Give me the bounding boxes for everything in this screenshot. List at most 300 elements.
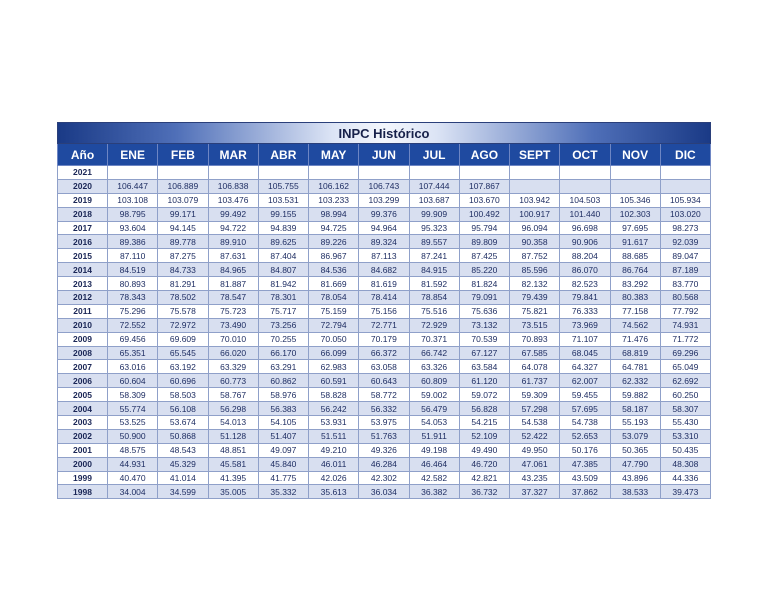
value-cell: 51.128 — [208, 429, 258, 443]
value-cell: 45.840 — [258, 457, 308, 471]
value-cell: 89.324 — [359, 235, 409, 249]
value-cell: 89.625 — [258, 235, 308, 249]
value-cell: 69.296 — [660, 346, 710, 360]
value-cell: 78.054 — [309, 291, 359, 305]
value-cell — [560, 166, 610, 180]
table-row — [58, 291, 711, 305]
value-cell: 75.296 — [108, 304, 158, 318]
value-cell: 75.578 — [158, 304, 208, 318]
table-row — [58, 416, 711, 430]
value-cell: 49.210 — [309, 443, 359, 457]
value-cell: 103.079 — [158, 193, 208, 207]
column-header-feb: FEB — [158, 144, 208, 166]
value-cell: 107.867 — [459, 179, 509, 193]
year-cell: 2013 — [58, 277, 108, 291]
column-header-oct: OCT — [560, 144, 610, 166]
value-cell: 69.456 — [108, 332, 158, 346]
value-cell: 94.145 — [158, 221, 208, 235]
value-cell: 58.503 — [158, 388, 208, 402]
value-cell: 78.301 — [258, 291, 308, 305]
table-row — [58, 179, 711, 193]
value-cell: 61.737 — [510, 374, 560, 388]
value-cell: 60.773 — [208, 374, 258, 388]
value-cell: 80.893 — [108, 277, 158, 291]
value-cell: 68.045 — [560, 346, 610, 360]
value-cell: 88.204 — [560, 249, 610, 263]
value-cell: 99.171 — [158, 207, 208, 221]
table-row — [58, 318, 711, 332]
value-cell: 77.158 — [610, 304, 660, 318]
value-cell: 89.557 — [409, 235, 459, 249]
value-cell: 71.107 — [560, 332, 610, 346]
column-header-dic: DIC — [660, 144, 710, 166]
value-cell: 83.292 — [610, 277, 660, 291]
value-cell: 105.934 — [660, 193, 710, 207]
value-cell: 81.619 — [359, 277, 409, 291]
value-cell: 70.893 — [510, 332, 560, 346]
value-cell: 63.016 — [108, 360, 158, 374]
value-cell: 55.193 — [610, 416, 660, 430]
table-row — [58, 485, 711, 499]
value-cell: 103.670 — [459, 193, 509, 207]
table-row — [58, 263, 711, 277]
value-cell: 43.509 — [560, 471, 610, 485]
value-cell: 75.723 — [208, 304, 258, 318]
value-cell: 106.447 — [108, 179, 158, 193]
value-cell — [309, 166, 359, 180]
inpc-table — [57, 122, 711, 499]
table-row — [58, 402, 711, 416]
value-cell: 65.351 — [108, 346, 158, 360]
value-cell: 54.053 — [409, 416, 459, 430]
value-cell: 106.743 — [359, 179, 409, 193]
value-cell: 75.636 — [459, 304, 509, 318]
value-cell: 47.790 — [610, 457, 660, 471]
value-cell: 78.854 — [409, 291, 459, 305]
value-cell: 60.809 — [409, 374, 459, 388]
value-cell: 103.476 — [208, 193, 258, 207]
value-cell: 99.376 — [359, 207, 409, 221]
value-cell: 52.653 — [560, 429, 610, 443]
year-cell: 2001 — [58, 443, 108, 457]
value-cell: 55.430 — [660, 416, 710, 430]
value-cell: 52.422 — [510, 429, 560, 443]
value-cell: 60.250 — [660, 388, 710, 402]
value-cell: 105.346 — [610, 193, 660, 207]
year-cell: 1999 — [58, 471, 108, 485]
value-cell: 87.404 — [258, 249, 308, 263]
value-cell: 60.591 — [309, 374, 359, 388]
value-cell: 37.327 — [510, 485, 560, 499]
value-cell: 92.039 — [660, 235, 710, 249]
value-cell: 84.733 — [158, 263, 208, 277]
value-cell: 54.013 — [208, 416, 258, 430]
value-cell: 73.132 — [459, 318, 509, 332]
value-cell: 81.592 — [409, 277, 459, 291]
year-cell: 2019 — [58, 193, 108, 207]
value-cell: 50.435 — [660, 443, 710, 457]
year-cell: 2010 — [58, 318, 108, 332]
value-cell: 85.596 — [510, 263, 560, 277]
value-cell: 56.332 — [359, 402, 409, 416]
value-cell — [158, 166, 208, 180]
value-cell: 78.547 — [208, 291, 258, 305]
table-row — [58, 346, 711, 360]
value-cell: 79.439 — [510, 291, 560, 305]
value-cell: 89.809 — [459, 235, 509, 249]
year-cell: 2020 — [58, 179, 108, 193]
value-cell: 45.329 — [158, 457, 208, 471]
value-cell: 58.976 — [258, 388, 308, 402]
value-cell: 62.983 — [309, 360, 359, 374]
value-cell: 106.889 — [158, 179, 208, 193]
value-cell: 56.383 — [258, 402, 308, 416]
value-cell: 103.020 — [660, 207, 710, 221]
table-row — [58, 166, 711, 180]
column-header-year: Año — [58, 144, 108, 166]
value-cell: 64.781 — [610, 360, 660, 374]
value-cell: 76.333 — [560, 304, 610, 318]
value-cell: 60.604 — [108, 374, 158, 388]
value-cell: 66.372 — [359, 346, 409, 360]
year-cell: 2018 — [58, 207, 108, 221]
value-cell: 46.720 — [459, 457, 509, 471]
value-cell: 103.233 — [309, 193, 359, 207]
value-cell: 88.685 — [610, 249, 660, 263]
value-cell: 54.738 — [560, 416, 610, 430]
value-cell: 80.383 — [610, 291, 660, 305]
value-cell: 70.050 — [309, 332, 359, 346]
value-cell: 101.440 — [560, 207, 610, 221]
value-cell: 81.669 — [309, 277, 359, 291]
table-body — [58, 166, 711, 499]
value-cell: 53.674 — [158, 416, 208, 430]
value-cell: 50.900 — [108, 429, 158, 443]
value-cell: 97.695 — [610, 221, 660, 235]
value-cell: 103.687 — [409, 193, 459, 207]
value-cell: 60.696 — [158, 374, 208, 388]
value-cell: 90.358 — [510, 235, 560, 249]
value-cell: 78.414 — [359, 291, 409, 305]
value-cell — [108, 166, 158, 180]
value-cell: 84.807 — [258, 263, 308, 277]
value-cell: 59.455 — [560, 388, 610, 402]
value-cell: 46.464 — [409, 457, 459, 471]
value-cell: 103.108 — [108, 193, 158, 207]
value-cell: 56.108 — [158, 402, 208, 416]
value-cell: 94.722 — [208, 221, 258, 235]
value-cell: 91.617 — [610, 235, 660, 249]
value-cell: 99.155 — [258, 207, 308, 221]
value-cell: 96.094 — [510, 221, 560, 235]
value-cell: 70.179 — [359, 332, 409, 346]
value-cell: 53.079 — [610, 429, 660, 443]
column-header-ago: AGO — [459, 144, 509, 166]
value-cell: 43.235 — [510, 471, 560, 485]
value-cell: 59.072 — [459, 388, 509, 402]
value-cell: 35.005 — [208, 485, 258, 499]
column-header-nov: NOV — [610, 144, 660, 166]
table-row — [58, 193, 711, 207]
year-cell: 2014 — [58, 263, 108, 277]
year-cell: 2005 — [58, 388, 108, 402]
value-cell: 63.192 — [158, 360, 208, 374]
table-row — [58, 207, 711, 221]
value-cell: 56.242 — [309, 402, 359, 416]
value-cell: 67.127 — [459, 346, 509, 360]
value-cell: 89.047 — [660, 249, 710, 263]
value-cell: 93.604 — [108, 221, 158, 235]
table-row — [58, 360, 711, 374]
value-cell: 89.910 — [208, 235, 258, 249]
value-cell: 102.303 — [610, 207, 660, 221]
value-cell: 49.950 — [510, 443, 560, 457]
value-cell: 36.034 — [359, 485, 409, 499]
value-cell: 87.189 — [660, 263, 710, 277]
table-row — [58, 249, 711, 263]
value-cell: 89.386 — [108, 235, 158, 249]
value-cell: 65.049 — [660, 360, 710, 374]
value-cell: 78.502 — [158, 291, 208, 305]
value-cell: 87.110 — [108, 249, 158, 263]
value-cell: 38.533 — [610, 485, 660, 499]
value-cell: 54.105 — [258, 416, 308, 430]
value-cell: 62.332 — [610, 374, 660, 388]
year-cell: 2008 — [58, 346, 108, 360]
year-cell: 2016 — [58, 235, 108, 249]
value-cell: 48.851 — [208, 443, 258, 457]
value-cell: 80.568 — [660, 291, 710, 305]
value-cell: 107.444 — [409, 179, 459, 193]
table-row — [58, 429, 711, 443]
value-cell: 66.742 — [409, 346, 459, 360]
year-cell: 2002 — [58, 429, 108, 443]
value-cell: 74.562 — [610, 318, 660, 332]
value-cell: 106.162 — [309, 179, 359, 193]
value-cell: 60.862 — [258, 374, 308, 388]
value-cell: 96.698 — [560, 221, 610, 235]
value-cell: 73.969 — [560, 318, 610, 332]
value-cell: 98.273 — [660, 221, 710, 235]
value-cell — [560, 179, 610, 193]
value-cell: 49.198 — [409, 443, 459, 457]
value-cell: 73.515 — [510, 318, 560, 332]
value-cell: 51.407 — [258, 429, 308, 443]
value-cell: 75.159 — [309, 304, 359, 318]
value-cell: 66.099 — [309, 346, 359, 360]
value-cell: 75.821 — [510, 304, 560, 318]
year-cell: 2000 — [58, 457, 108, 471]
value-cell: 84.519 — [108, 263, 158, 277]
value-cell: 81.824 — [459, 277, 509, 291]
year-cell: 2012 — [58, 291, 108, 305]
year-cell: 2017 — [58, 221, 108, 235]
value-cell: 37.862 — [560, 485, 610, 499]
value-cell: 54.215 — [459, 416, 509, 430]
value-cell: 58.772 — [359, 388, 409, 402]
value-cell: 54.538 — [510, 416, 560, 430]
value-cell: 50.365 — [610, 443, 660, 457]
value-cell: 100.917 — [510, 207, 560, 221]
value-cell: 98.795 — [108, 207, 158, 221]
table-row — [58, 457, 711, 471]
value-cell: 94.964 — [359, 221, 409, 235]
value-cell: 49.490 — [459, 443, 509, 457]
value-cell: 35.332 — [258, 485, 308, 499]
value-cell: 58.309 — [108, 388, 158, 402]
value-cell: 70.010 — [208, 332, 258, 346]
value-cell: 52.109 — [459, 429, 509, 443]
year-cell: 2015 — [58, 249, 108, 263]
value-cell: 85.220 — [459, 263, 509, 277]
inpc-table-container — [57, 122, 710, 499]
value-cell: 56.298 — [208, 402, 258, 416]
value-cell: 42.582 — [409, 471, 459, 485]
year-cell: 2004 — [58, 402, 108, 416]
value-cell: 70.371 — [409, 332, 459, 346]
value-cell: 83.770 — [660, 277, 710, 291]
value-cell — [510, 166, 560, 180]
column-header-row — [58, 144, 711, 166]
value-cell — [258, 166, 308, 180]
table-row — [58, 221, 711, 235]
value-cell: 51.511 — [309, 429, 359, 443]
value-cell: 58.767 — [208, 388, 258, 402]
table-row — [58, 277, 711, 291]
value-cell: 73.256 — [258, 318, 308, 332]
value-cell: 47.385 — [560, 457, 610, 471]
value-cell: 41.395 — [208, 471, 258, 485]
value-cell: 71.772 — [660, 332, 710, 346]
value-cell: 43.896 — [610, 471, 660, 485]
value-cell: 105.755 — [258, 179, 308, 193]
table-row — [58, 374, 711, 388]
value-cell: 57.695 — [560, 402, 610, 416]
value-cell: 50.868 — [158, 429, 208, 443]
value-cell: 81.942 — [258, 277, 308, 291]
value-cell — [610, 166, 660, 180]
value-cell: 86.764 — [610, 263, 660, 277]
value-cell: 42.302 — [359, 471, 409, 485]
value-cell: 44.931 — [108, 457, 158, 471]
value-cell: 72.972 — [158, 318, 208, 332]
table-row — [58, 388, 711, 402]
value-cell: 79.091 — [459, 291, 509, 305]
column-header-mar: MAR — [208, 144, 258, 166]
value-cell: 62.007 — [560, 374, 610, 388]
column-header-sept: SEPT — [510, 144, 560, 166]
value-cell: 82.523 — [560, 277, 610, 291]
value-cell — [660, 166, 710, 180]
value-cell: 59.309 — [510, 388, 560, 402]
column-header-ene: ENE — [108, 144, 158, 166]
value-cell: 44.336 — [660, 471, 710, 485]
value-cell: 87.113 — [359, 249, 409, 263]
value-cell: 72.771 — [359, 318, 409, 332]
value-cell: 63.329 — [208, 360, 258, 374]
value-cell: 94.725 — [309, 221, 359, 235]
year-cell: 2003 — [58, 416, 108, 430]
value-cell: 45.581 — [208, 457, 258, 471]
value-cell — [409, 166, 459, 180]
value-cell: 86.967 — [309, 249, 359, 263]
table-title: INPC Histórico — [58, 123, 711, 144]
value-cell: 49.097 — [258, 443, 308, 457]
value-cell: 106.838 — [208, 179, 258, 193]
value-cell: 56.828 — [459, 402, 509, 416]
year-cell: 2021 — [58, 166, 108, 180]
value-cell: 36.382 — [409, 485, 459, 499]
value-cell: 64.078 — [510, 360, 560, 374]
value-cell: 58.187 — [610, 402, 660, 416]
value-cell: 63.058 — [359, 360, 409, 374]
value-cell: 79.841 — [560, 291, 610, 305]
value-cell: 74.931 — [660, 318, 710, 332]
value-cell: 48.308 — [660, 457, 710, 471]
value-cell: 53.975 — [359, 416, 409, 430]
value-cell: 53.525 — [108, 416, 158, 430]
column-header-abr: ABR — [258, 144, 308, 166]
table-row — [58, 235, 711, 249]
value-cell: 77.792 — [660, 304, 710, 318]
value-cell: 59.002 — [409, 388, 459, 402]
value-cell: 99.492 — [208, 207, 258, 221]
value-cell: 75.156 — [359, 304, 409, 318]
value-cell: 103.299 — [359, 193, 409, 207]
value-cell: 84.965 — [208, 263, 258, 277]
value-cell: 82.132 — [510, 277, 560, 291]
value-cell: 63.326 — [409, 360, 459, 374]
value-cell: 53.310 — [660, 429, 710, 443]
value-cell: 103.531 — [258, 193, 308, 207]
value-cell: 62.692 — [660, 374, 710, 388]
year-cell: 2009 — [58, 332, 108, 346]
value-cell: 46.284 — [359, 457, 409, 471]
value-cell: 103.942 — [510, 193, 560, 207]
value-cell: 90.906 — [560, 235, 610, 249]
value-cell: 55.774 — [108, 402, 158, 416]
value-cell: 75.516 — [409, 304, 459, 318]
value-cell: 75.717 — [258, 304, 308, 318]
value-cell: 66.020 — [208, 346, 258, 360]
value-cell: 66.170 — [258, 346, 308, 360]
value-cell: 94.839 — [258, 221, 308, 235]
value-cell: 63.291 — [258, 360, 308, 374]
value-cell — [359, 166, 409, 180]
value-cell: 73.490 — [208, 318, 258, 332]
value-cell: 64.327 — [560, 360, 610, 374]
value-cell: 34.004 — [108, 485, 158, 499]
value-cell: 104.503 — [560, 193, 610, 207]
value-cell: 84.915 — [409, 263, 459, 277]
value-cell: 49.326 — [359, 443, 409, 457]
value-cell — [510, 179, 560, 193]
value-cell: 48.575 — [108, 443, 158, 457]
year-cell: 2011 — [58, 304, 108, 318]
value-cell: 89.226 — [309, 235, 359, 249]
value-cell: 70.255 — [258, 332, 308, 346]
value-cell: 42.026 — [309, 471, 359, 485]
value-cell: 81.887 — [208, 277, 258, 291]
value-cell: 36.732 — [459, 485, 509, 499]
year-cell: 2007 — [58, 360, 108, 374]
value-cell: 99.909 — [409, 207, 459, 221]
table-row — [58, 304, 711, 318]
value-cell: 58.307 — [660, 402, 710, 416]
value-cell: 72.552 — [108, 318, 158, 332]
value-cell: 53.931 — [309, 416, 359, 430]
value-cell: 84.682 — [359, 263, 409, 277]
